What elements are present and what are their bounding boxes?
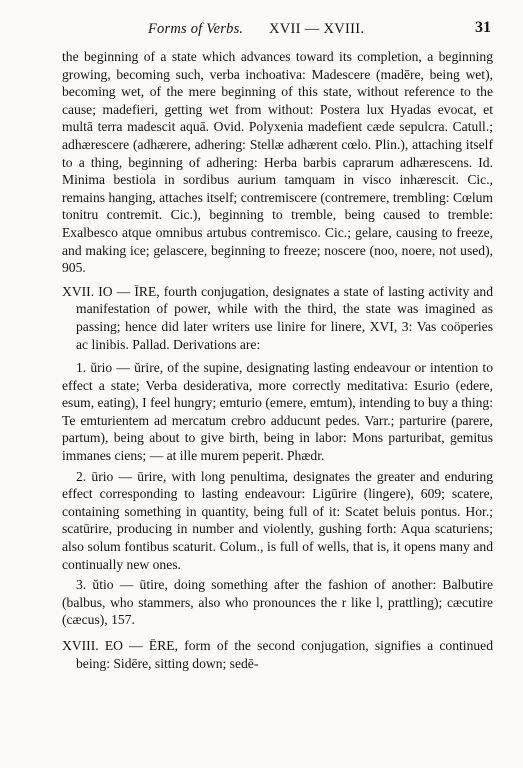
list-item-2: 2. ūrio — ūrire, with long penultima, designates the greater and enduring effect corresponding to lasting endeavour: Ligūrire (lingere), 609; scatere, containing something in quantity, being full of it: Scatet beluis pontus. Hor.; scatūrire, producing in number and violently, gushing forth: Aqua scaturiens; also solum fontibus scaturit. Colum., is full of wells, that is, it opens many and continually new ones. [62, 468, 493, 572]
section-xviii: XVIII. EO — ĒRE, form of the second conjugation, signifies a continued being: Sidēre, sitting down; sedē- [62, 638, 493, 671]
section-xvii: XVII. IO — ĪRE, fourth conjugation, designates a state of lasting activity and manifestation of power, while with the third, the state was imagined as passing; hence did later writers use linire for linere, XVI, 3: Vas coöperies ac linibis. Pallad. Derivations are: [62, 283, 493, 352]
running-header [62, 16, 493, 44]
list-item-1: 1. ŭrio — ŭrire, of the supine, designating lasting endeavour or intention to effect a state; Verba desiderativa, more correctly meditativa: Esurio (edere, esum, eating), I feel hungry; emturio (emere, emtum), intending to buy a thing: Te emturientem ad mercatum crebro adducunt pedes. Varr.; parturire (parere, partum), being about to give birth, being in labor: Mons parturibat, gemitus immanes ciens; — at ille murem peperit. Phædr. [62, 360, 493, 464]
paragraph-continuation: the beginning of a state which advances toward its completion, a beginning growing, becoming such, verba inchoativa: Madescere (madēre, being wet), becoming wet, of the mere beginning of this state, without reference to the cause; madefieri, getting wet from without: Postera lux Hyadas evocat, et multā terra madescit aquā. Ovid. Polyxenia madefient cæde sepulcra. Catull.; adhærescere (adhærere, adhering: Stellæ adhærent cœlo. Plin.), attaching itself to a thing, beginning of adhering: Herba barbis caprarum adhærescens. Id. Minima bestiola in sordibus aurium tamquam in visco inhærescit. Cic., remains hanging, attaches itself; contremiscere (contremere, trembling: Cœlum tonitru contremit. Cic.), beginning to tremble, being caused to tremble: Exalbesco atque omnibus artubus contremisco. Cic.; gelare, causing to freeze, and making ice; gelascere, beginning to freeze; noscere (noo, noere, not used), 905. [62, 49, 493, 276]
section-range: XVII — XVIII. [269, 21, 365, 37]
running-title: Forms of Verbs. [148, 21, 244, 37]
page-number: 31 [475, 19, 491, 36]
list-item-3: 3. ŭtio — ūtire, doing something after the fashion of another: Balbutire (balbus, who stammers, also who pronounces the r like l, prattling); cæcutire (cæcus), 157. [62, 577, 493, 628]
